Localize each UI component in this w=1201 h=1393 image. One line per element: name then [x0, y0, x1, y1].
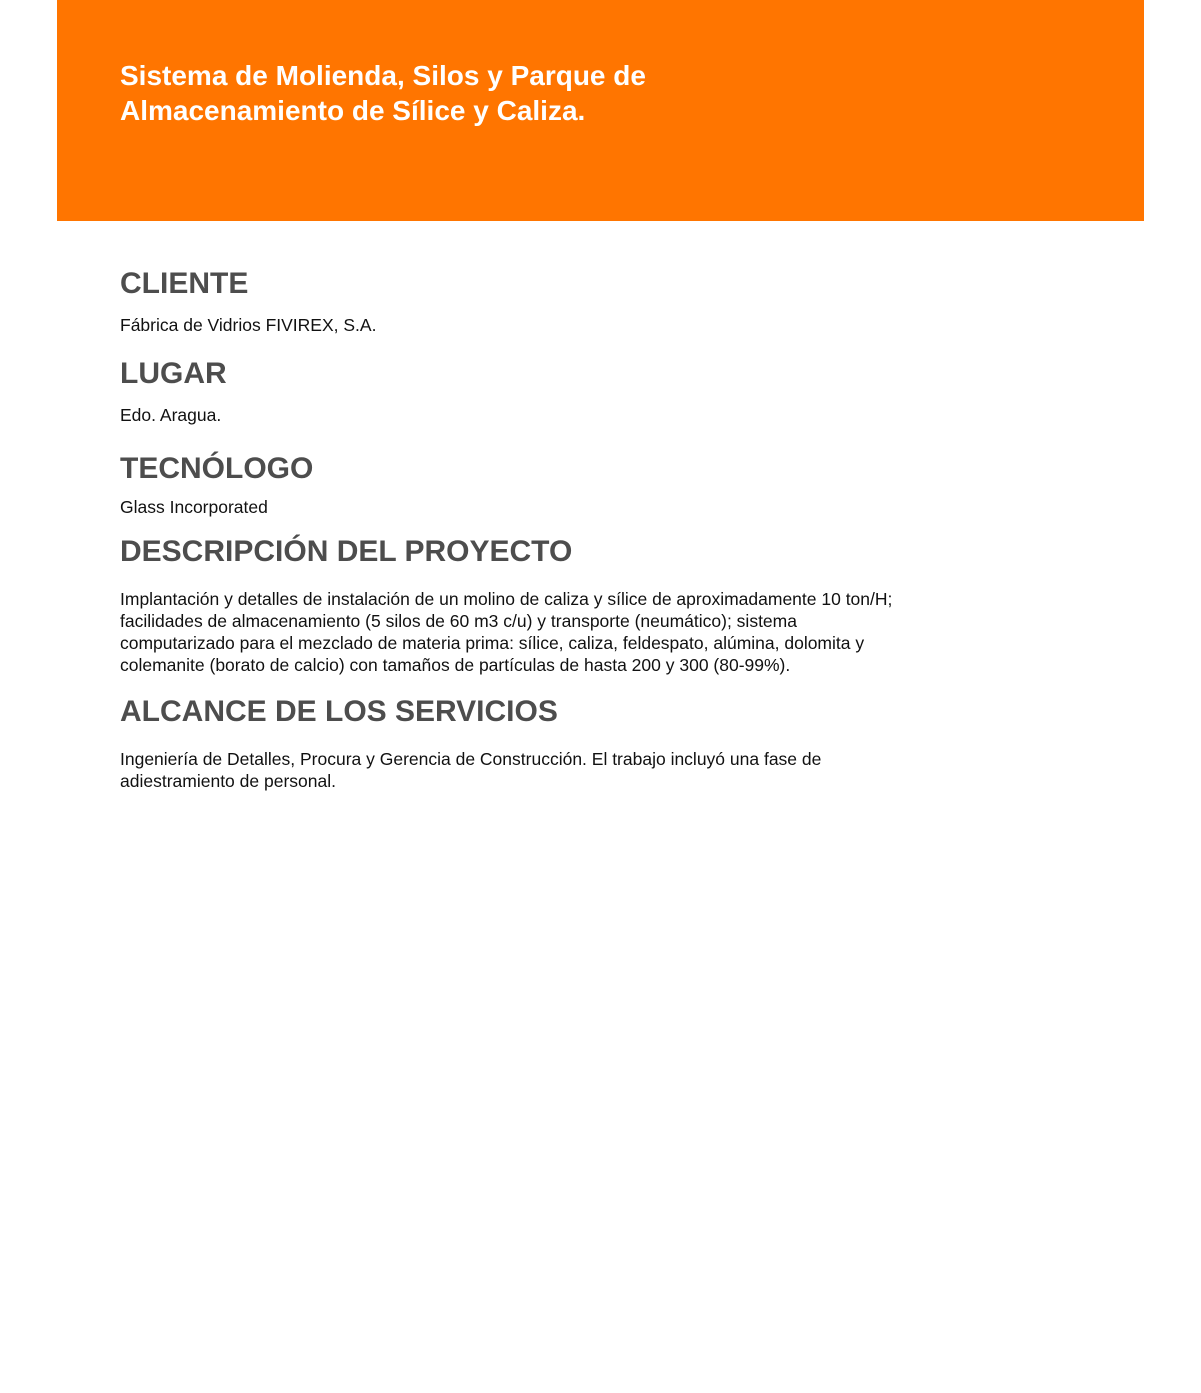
page-title — [120, 58, 840, 128]
descripcion-line-1: Implantación y detalles de instalación de un molino de caliza y sílice de aproximadamente 10 ton/H; — [120, 589, 893, 609]
alcance-line-2: adiestramiento de personal. — [120, 771, 336, 791]
lugar-value: Edo. Aragua. — [120, 405, 222, 425]
alcance-paragraph — [120, 748, 1020, 792]
descripcion-heading: DESCRIPCIÓN DEL PROYECTO — [120, 535, 573, 568]
page-title-line-2: Almacenamiento de Sílice y Caliza. — [120, 95, 586, 126]
cliente-heading: CLIENTE — [120, 267, 249, 300]
header-banner — [57, 0, 1144, 221]
alcance-heading: ALCANCE DE LOS SERVICIOS — [120, 695, 558, 728]
descripcion-line-2: facilidades de almacenamiento (5 silos de 60 m3 c/u) y transporte (neumático); sistema — [120, 611, 797, 631]
descripcion-line-4: colemanite (borato de calcio) con tamaños de partículas de hasta 200 y 300 (80-99%). — [120, 655, 791, 675]
tecnologo-heading: TECNÓLOGO — [120, 452, 314, 485]
descripcion-paragraph — [120, 588, 1020, 676]
alcance-line-1: Ingeniería de Detalles, Procura y Gerencia de Construcción. El trabajo incluyó una fase de — [120, 749, 822, 769]
cliente-value: Fábrica de Vidrios FIVIREX, S.A. — [120, 315, 377, 335]
descripcion-line-3: computarizado para el mezclado de materia prima: sílice, caliza, feldespato, alúmina, dolomita y — [120, 633, 865, 653]
page-title-line-1: Sistema de Molienda, Silos y Parque de — [120, 60, 646, 91]
tecnologo-value: Glass Incorporated — [120, 497, 268, 517]
lugar-heading: LUGAR — [120, 357, 227, 390]
